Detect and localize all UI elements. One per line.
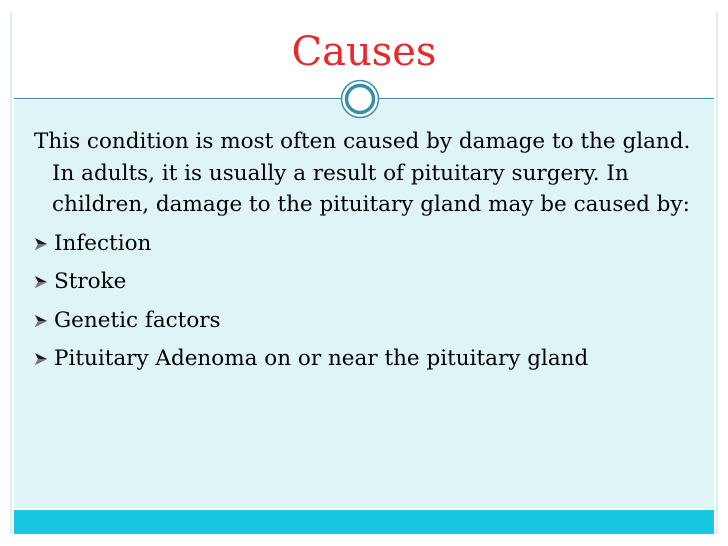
list-item: [34, 228, 694, 260]
bottom-accent-bar: [14, 510, 714, 534]
intro-paragraph: This condition is most often caused by damage to the gland. In adults, it is usually a result of pituitary surgery. In children, damage to the pituitary gland may be caused by:: [34, 129, 691, 217]
bullet-text: Genetic factors: [54, 307, 221, 333]
list-item: [34, 305, 694, 337]
arrow-bullet-icon: [34, 314, 48, 328]
arrow-bullet-icon: [34, 275, 48, 289]
list-item: [34, 343, 694, 375]
slide-title: Causes: [291, 29, 437, 75]
list-item: [34, 266, 694, 298]
arrow-bullet-icon: [34, 237, 48, 251]
bullet-text: Infection: [54, 230, 152, 256]
left-border-rail: [10, 12, 12, 534]
right-border-rail: [716, 12, 718, 534]
ring-icon: [340, 79, 380, 119]
bullet-text: Stroke: [54, 269, 127, 294]
body-text: [34, 126, 694, 382]
bullet-list: [34, 228, 694, 375]
arrow-bullet-icon: [34, 352, 48, 366]
bullet-text: Pituitary Adenoma on or near the pituitary gland: [54, 346, 589, 371]
